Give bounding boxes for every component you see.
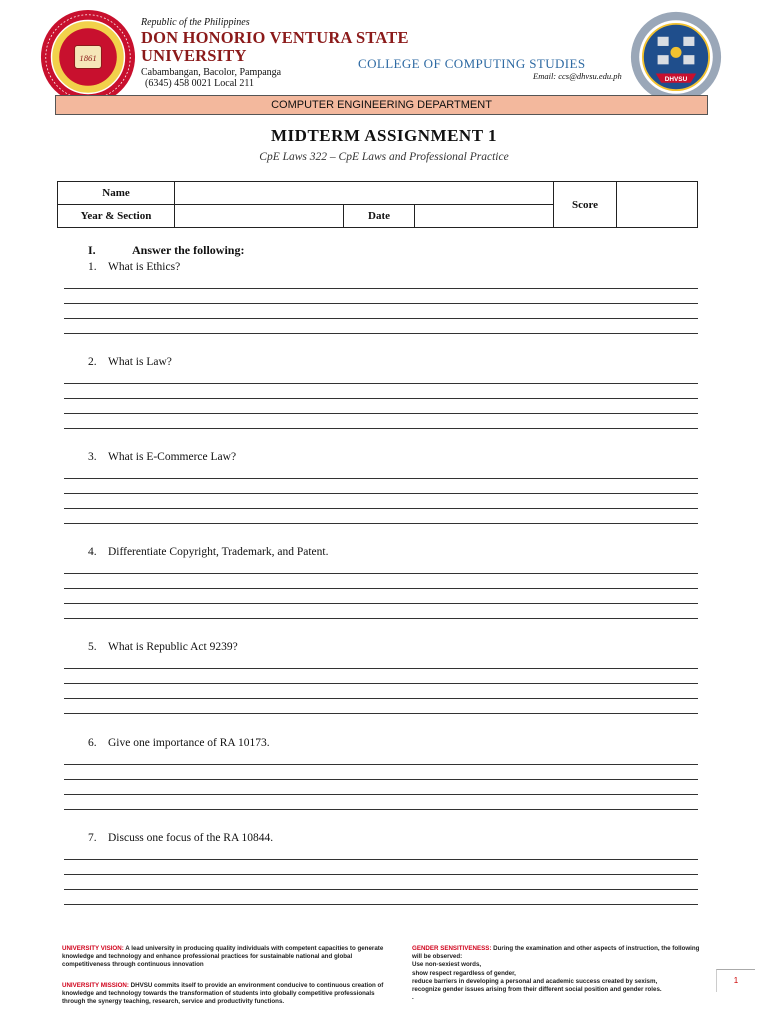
page-number: 1 [716, 969, 755, 992]
answer-line[interactable] [64, 288, 698, 289]
vision-label: UNIVERSITY VISION: [62, 945, 124, 952]
answer-line[interactable] [64, 573, 698, 574]
student-info-table [57, 181, 698, 228]
gender-item: Use non-sexiest words, [412, 961, 482, 969]
gender-text: During the examination and other aspects of instruction, the following will be observed: [412, 945, 700, 961]
university-seal-logo [40, 9, 136, 105]
university-address [141, 67, 281, 89]
seal-year: 1861 [79, 52, 97, 63]
answer-line[interactable] [64, 809, 698, 810]
gender-item: reduce barriers in developing a personal and academic success created by sexism, [412, 977, 658, 985]
date-field[interactable] [415, 205, 554, 228]
answer-line[interactable] [64, 618, 698, 619]
university-vision [62, 945, 392, 970]
gender-label: GENDER SENSITIVENESS: [412, 945, 492, 952]
gender-item: . [412, 994, 414, 1002]
year-section-label: Year & Section [58, 205, 175, 228]
answer-line[interactable] [64, 588, 698, 589]
college-email: Email: ccs@dhvsu.edu.ph [533, 71, 622, 81]
university-mission [62, 982, 392, 1007]
answer-line[interactable] [64, 398, 698, 399]
score-label: Score [554, 182, 617, 228]
gender-item: recognize gender issues arising from their different social position and gender roles. [412, 986, 662, 994]
answer-line[interactable] [64, 683, 698, 684]
answer-line[interactable] [64, 713, 698, 714]
answer-line[interactable] [64, 874, 698, 875]
answer-line[interactable] [64, 889, 698, 890]
page-title: MIDTERM ASSIGNMENT 1 [271, 126, 497, 145]
answer-line[interactable] [64, 794, 698, 795]
mission-text: DHVSU commits itself to provide an environment conducive to continuous creation of knowledge and technology towards the transformation of students into globally competitive professionals through the synergy teaching, research, service and productivity functions. [62, 982, 384, 1006]
address-line: Cabambangan, Bacolor, Pampanga [141, 67, 282, 78]
gender-sensitiveness [412, 945, 702, 1002]
section-heading [88, 243, 244, 258]
question-6: 6. Give one importance of RA 10173. [88, 737, 270, 749]
answer-line[interactable] [64, 779, 698, 780]
question-3: 3. What is E-Commerce Law? [88, 451, 237, 463]
answer-line[interactable] [64, 603, 698, 604]
republic-label: Republic of the Philippines [141, 17, 250, 28]
vision-text: A lead university in producing quality individuals with competent capacities to generate knowledge and technology and enhance professional practices for sustainable national and global competitiveness through continuous innovation [62, 945, 384, 969]
year-section-field[interactable] [175, 205, 344, 228]
answer-line[interactable] [64, 859, 698, 860]
university-name-line1: DON HONORIO VENTURA STATE [141, 28, 409, 47]
page-subtitle: CpE Laws 322 – CpE Laws and Professional Practice [259, 151, 509, 163]
college-name: COLLEGE OF COMPUTING STUDIES [358, 56, 586, 71]
answer-line[interactable] [64, 383, 698, 384]
section-number: I. [88, 243, 96, 257]
answer-line[interactable] [64, 493, 698, 494]
seal-acronym: DHVSU [664, 75, 688, 83]
question-4: 4. Differentiate Copyright, Trademark, and Patent. [88, 546, 329, 558]
answer-line[interactable] [64, 698, 698, 699]
score-field[interactable] [617, 182, 698, 228]
question-1: 1. What is Ethics? [88, 261, 181, 273]
question-7: 7. Discuss one focus of the RA 10844. [88, 832, 274, 844]
department-banner: COMPUTER ENGINEERING DEPARTMENT [55, 95, 708, 115]
name-label: Name [58, 182, 175, 205]
answer-line[interactable] [64, 428, 698, 429]
phone-line: (6345) 458 0021 Local 211 [145, 78, 255, 89]
answer-line[interactable] [64, 764, 698, 765]
university-name-line2: UNIVERSITY [141, 46, 247, 65]
college-seal-logo [630, 11, 722, 103]
name-field[interactable] [175, 182, 554, 205]
answer-line[interactable] [64, 413, 698, 414]
answer-line[interactable] [64, 523, 698, 524]
answer-line[interactable] [64, 333, 698, 334]
mission-label: UNIVERSITY MISSION: [62, 982, 129, 989]
date-label: Date [344, 205, 415, 228]
answer-line[interactable] [64, 668, 698, 669]
gender-item: show respect regardless of gender, [412, 969, 516, 977]
answer-line[interactable] [64, 508, 698, 509]
question-5: 5. What is Republic Act 9239? [88, 641, 238, 653]
section-title: Answer the following: [132, 243, 245, 257]
answer-line[interactable] [64, 318, 698, 319]
answer-line[interactable] [64, 478, 698, 479]
answer-line[interactable] [64, 303, 698, 304]
question-2: 2. What is Law? [88, 356, 172, 368]
answer-line[interactable] [64, 904, 698, 905]
